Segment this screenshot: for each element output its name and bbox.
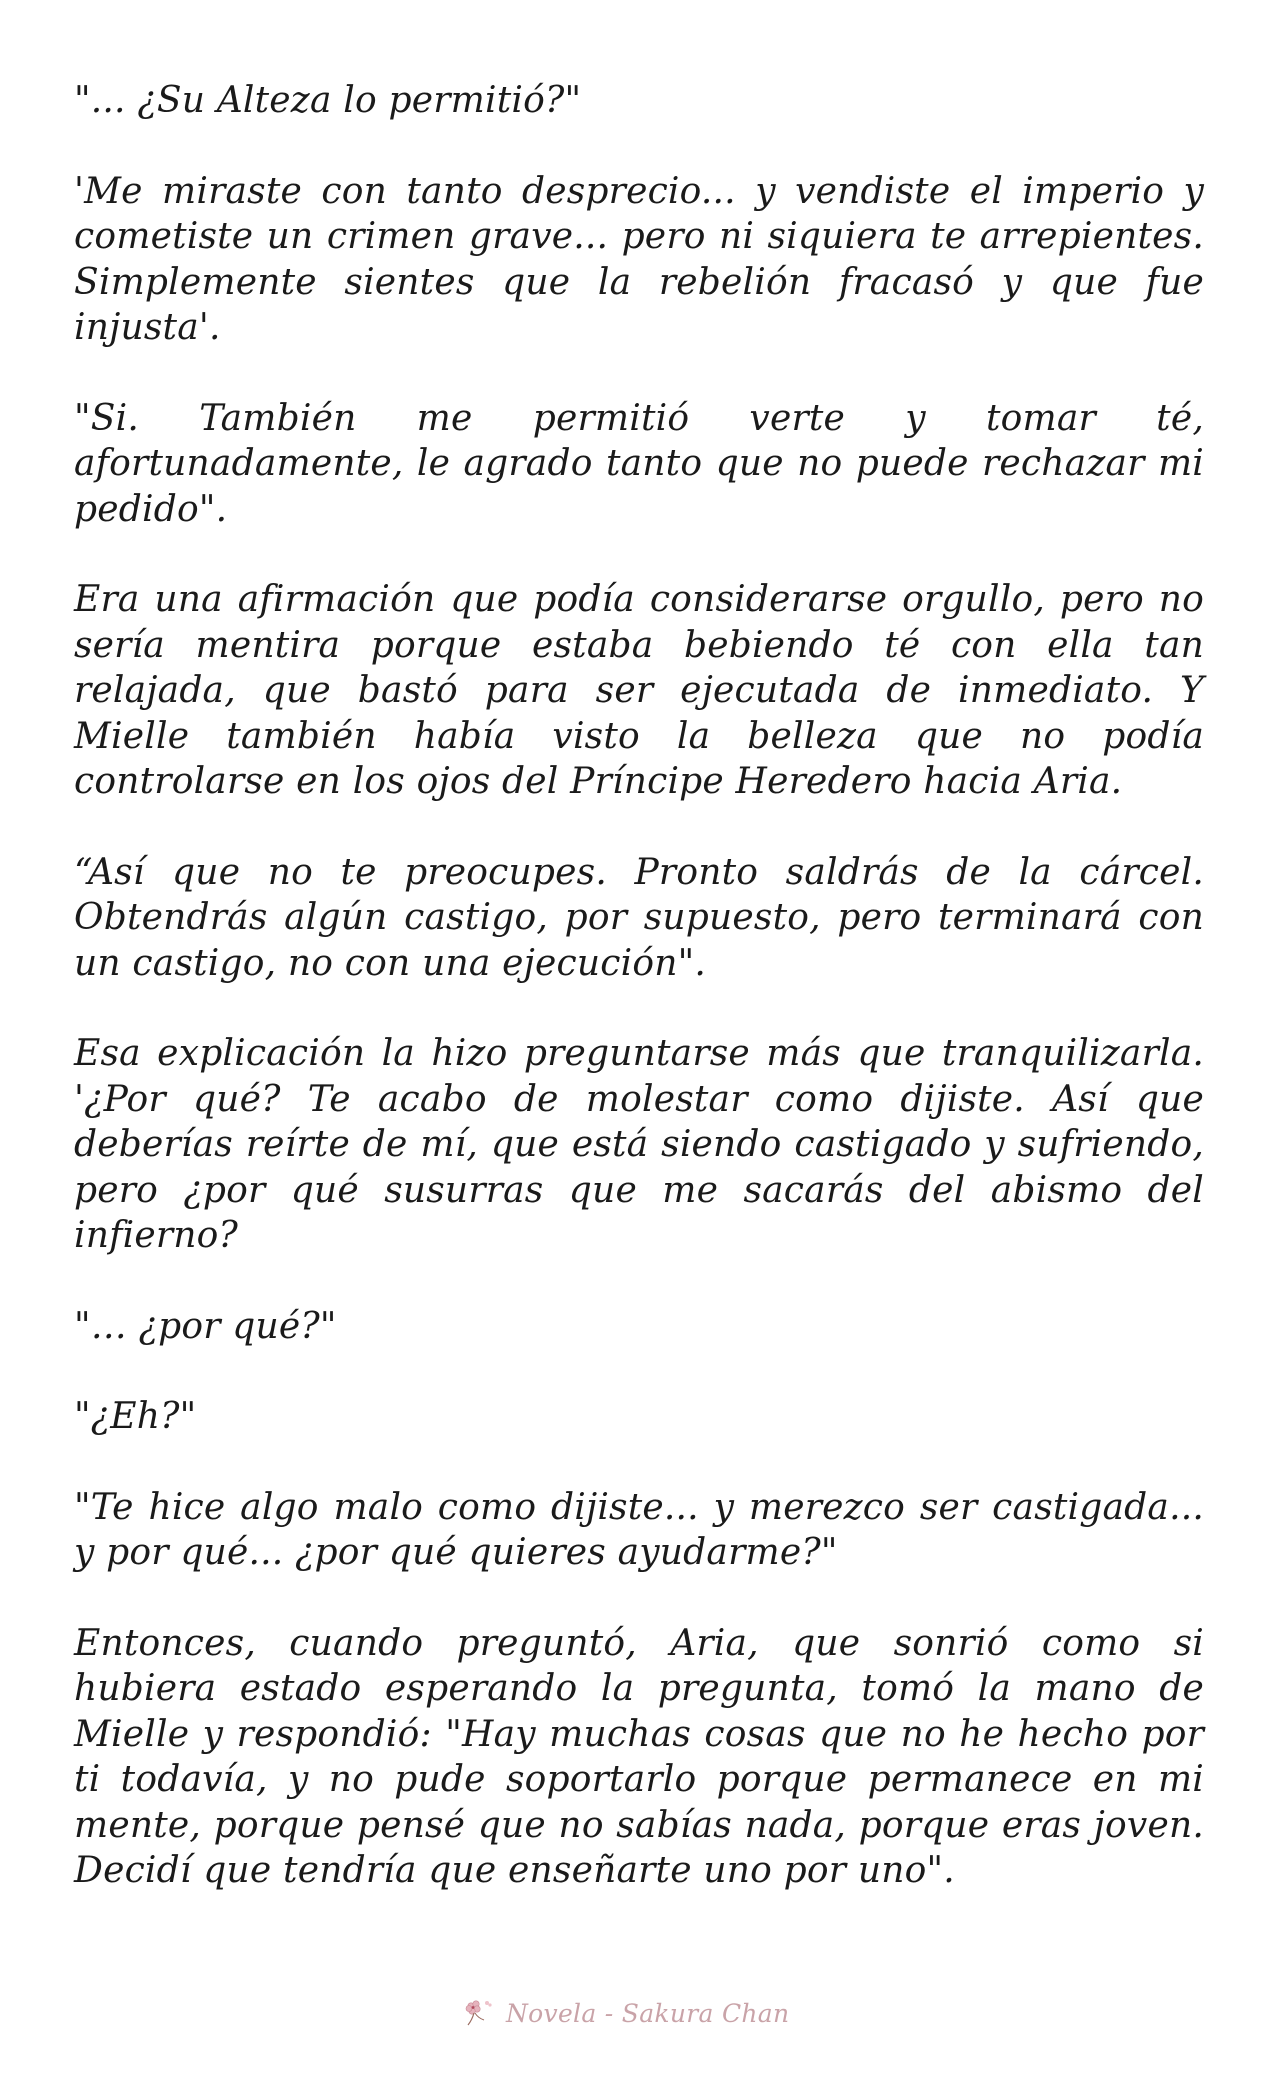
paragraph-8: "¿Eh?" xyxy=(74,1396,197,1437)
footer-credit-text: Novela - Sakura Chan xyxy=(506,1998,790,2028)
paragraph-9: "Te hice algo malo como dijiste... y merezco ser castigada... y por qué... ¿por qué quieres ayudarme?" xyxy=(74,1486,1204,1573)
paragraph-7: "… ¿por qué?" xyxy=(74,1305,337,1347)
paragraph-2: 'Me miraste con tanto desprecio... y vendiste el imperio y cometiste un crimen grave... pero ni siquiera te arrepientes. Simplemente sientes que la rebelión fracasó y que fue injusta'. xyxy=(74,170,1204,348)
paragraph-5: “Así que no te preocupes. Pronto saldrás de la cárcel. Obtendrás algún castigo, por supuesto, pero terminará con un castigo, no con una ejecución". xyxy=(74,851,1204,984)
sakura-flower-icon xyxy=(462,1998,496,2028)
paragraph-3: "Si. También me permitió verte y tomar té, afortunadamente, le agrado tanto que no puede rechazar mi pedido". xyxy=(74,397,1204,530)
document-body xyxy=(74,78,1204,1939)
paragraph-10: Entonces, cuando preguntó, Aria, que sonrió como si hubiera estado esperando la pregunta, tomó la mano de Mielle y respondió: "Hay muchas cosas que no he hecho por ti todavía, y no pude soportarlo porque permanece en mi mente, porque pensé que no sabías nada, porque eras joven. Decidí que tendría que enseñarte uno por uno". xyxy=(74,1622,1204,1891)
footer-watermark xyxy=(462,1998,789,2028)
paragraph-4: Era una afirmación que podía considerarse orgullo, pero no sería mentira porque estaba bebiendo té con ella tan relajada, que bastó para ser ejecutada de inmediato. Y Mielle también había visto la belleza que no podía controlarse en los ojos del Príncipe Heredero hacia Aria. xyxy=(74,579,1204,802)
paragraph-1: "... ¿Su Alteza lo permitió?" xyxy=(74,80,582,121)
paragraph-6: Esa explicación la hizo preguntarse más que tranquilizarla. '¿Por qué? Te acabo de molestar como dijiste. Así que deberías reírte de mí, que está siendo castigado y sufriendo, pero ¿por qué susurras que me sacarás del abismo del infierno? xyxy=(74,1033,1204,1256)
